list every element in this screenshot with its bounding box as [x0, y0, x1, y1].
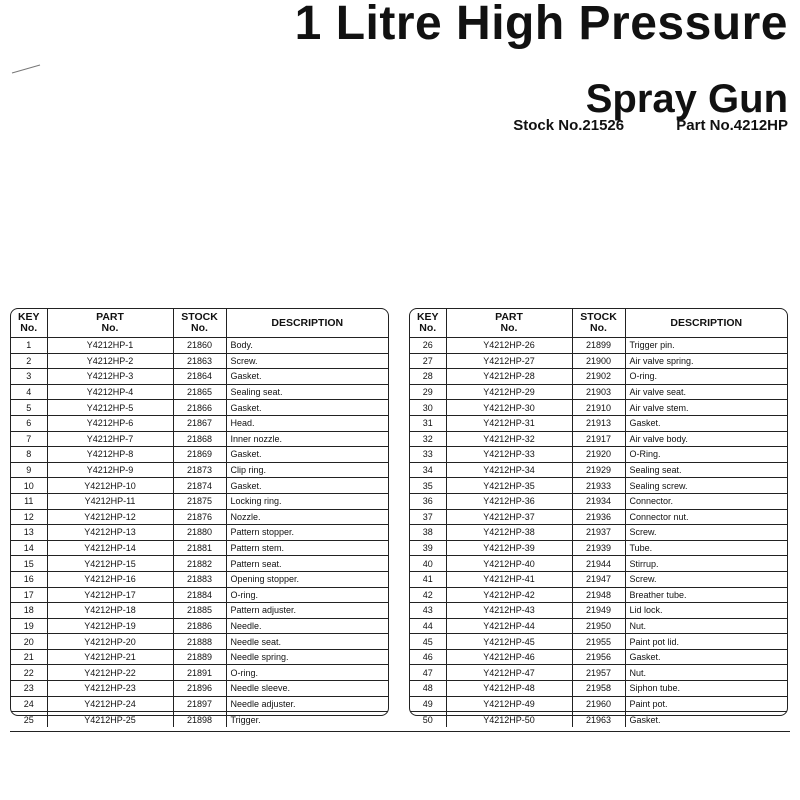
- description-column-header: DESCRIPTION: [625, 309, 787, 338]
- part-number-cell: Y4212HP-16: [47, 571, 173, 587]
- key-cell: 8: [11, 447, 47, 463]
- description-cell: Gasket.: [226, 478, 388, 494]
- stock-number-cell: 21957: [572, 665, 625, 681]
- key-cell: 7: [11, 431, 47, 447]
- key-cell: 32: [410, 431, 446, 447]
- stock-number-cell: 21889: [173, 649, 226, 665]
- key-cell: 43: [410, 603, 446, 619]
- table-row: [410, 462, 787, 478]
- key-cell: 12: [11, 509, 47, 525]
- table-row: [11, 571, 388, 587]
- stock-number-cell: 21947: [572, 571, 625, 587]
- table-row: [410, 649, 787, 665]
- table-row: [11, 556, 388, 572]
- stock-number-cell: 21875: [173, 493, 226, 509]
- stock-number-cell: 21937: [572, 525, 625, 541]
- table-row: [11, 509, 388, 525]
- key-cell: 27: [410, 353, 446, 369]
- table-row: [410, 634, 787, 650]
- description-cell: Inner nozzle.: [226, 431, 388, 447]
- part-number-cell: Y4212HP-5: [47, 400, 173, 416]
- stock-column-header: STOCK No.: [173, 309, 226, 338]
- stock-number-cell: 21933: [572, 478, 625, 494]
- key-cell: 40: [410, 556, 446, 572]
- stock-number-cell: 21898: [173, 712, 226, 727]
- part-number-cell: Y4212HP-19: [47, 618, 173, 634]
- table-row: [410, 338, 787, 354]
- part-number-cell: Y4212HP-11: [47, 493, 173, 509]
- description-cell: Gasket.: [226, 447, 388, 463]
- key-cell: 31: [410, 415, 446, 431]
- part-number-cell: Y4212HP-47: [446, 665, 572, 681]
- stock-number-cell: 21949: [572, 603, 625, 619]
- part-number-cell: Y4212HP-32: [446, 431, 572, 447]
- table-row: [11, 338, 388, 354]
- table-row: [11, 712, 388, 727]
- table-header-row: [11, 309, 388, 338]
- description-column-header: DESCRIPTION: [226, 309, 388, 338]
- key-column-header: KEY No.: [11, 309, 47, 338]
- description-cell: Trigger.: [226, 712, 388, 727]
- stock-number-cell: 21902: [572, 369, 625, 385]
- stock-number-cell: 21880: [173, 525, 226, 541]
- part-number-cell: Y4212HP-12: [47, 509, 173, 525]
- key-cell: 37: [410, 509, 446, 525]
- description-cell: Body.: [226, 338, 388, 354]
- stock-number-cell: 21866: [173, 400, 226, 416]
- key-cell: 4: [11, 384, 47, 400]
- stock-number-cell: 21897: [173, 696, 226, 712]
- description-cell: Needle sleeve.: [226, 681, 388, 697]
- description-cell: Air valve seat.: [625, 384, 787, 400]
- stock-number-cell: 21929: [572, 462, 625, 478]
- key-cell: 26: [410, 338, 446, 354]
- part-number-cell: Y4212HP-28: [446, 369, 572, 385]
- key-cell: 24: [11, 696, 47, 712]
- stock-number-cell: 21860: [173, 338, 226, 354]
- key-cell: 46: [410, 649, 446, 665]
- key-cell: 39: [410, 540, 446, 556]
- key-cell: 18: [11, 603, 47, 619]
- description-cell: Gasket.: [625, 712, 787, 727]
- stock-number-cell: 21963: [572, 712, 625, 727]
- key-cell: 14: [11, 540, 47, 556]
- key-cell: 11: [11, 493, 47, 509]
- description-cell: Screw.: [226, 353, 388, 369]
- table-row: [410, 665, 787, 681]
- table-row: [11, 431, 388, 447]
- table-row: [11, 603, 388, 619]
- table-row: [11, 681, 388, 697]
- part-number-cell: Y4212HP-6: [47, 415, 173, 431]
- stock-number-cell: 21956: [572, 649, 625, 665]
- description-cell: Head.: [226, 415, 388, 431]
- description-cell: Connector.: [625, 493, 787, 509]
- part-number-cell: Y4212HP-21: [47, 649, 173, 665]
- table-row: [410, 603, 787, 619]
- table-row: [11, 369, 388, 385]
- stock-number-cell: 21948: [572, 587, 625, 603]
- part-number-cell: Y4212HP-29: [446, 384, 572, 400]
- part-number-cell: Y4212HP-26: [446, 338, 572, 354]
- table-row: [410, 618, 787, 634]
- key-cell: 1: [11, 338, 47, 354]
- description-cell: Air valve stem.: [625, 400, 787, 416]
- key-cell: 33: [410, 447, 446, 463]
- key-cell: 34: [410, 462, 446, 478]
- key-cell: 19: [11, 618, 47, 634]
- part-number-cell: Y4212HP-9: [47, 462, 173, 478]
- table-row: [410, 353, 787, 369]
- stock-number-cell: 21867: [173, 415, 226, 431]
- key-cell: 50: [410, 712, 446, 727]
- part-number-cell: Y4212HP-44: [446, 618, 572, 634]
- description-cell: Clip ring.: [226, 462, 388, 478]
- part-number-cell: Y4212HP-45: [446, 634, 572, 650]
- table-row: [410, 509, 787, 525]
- table-row: [410, 431, 787, 447]
- stray-pen-mark: [10, 62, 42, 76]
- description-cell: O-Ring.: [625, 447, 787, 463]
- key-cell: 5: [11, 400, 47, 416]
- part-number-cell: Y4212HP-38: [446, 525, 572, 541]
- stock-number-cell: 21865: [173, 384, 226, 400]
- table-row: [11, 353, 388, 369]
- table-row: [11, 525, 388, 541]
- description-cell: Trigger pin.: [625, 338, 787, 354]
- description-cell: Screw.: [625, 571, 787, 587]
- stock-column-header: STOCK No.: [572, 309, 625, 338]
- description-cell: Opening stopper.: [226, 571, 388, 587]
- footer-divider: [10, 731, 790, 732]
- stock-number-cell: 21910: [572, 400, 625, 416]
- key-cell: 48: [410, 681, 446, 697]
- parts-table-right: [409, 308, 788, 725]
- part-number-cell: Y4212HP-23: [47, 681, 173, 697]
- stock-number-cell: 21917: [572, 431, 625, 447]
- key-cell: 10: [11, 478, 47, 494]
- part-number-cell: Y4212HP-7: [47, 431, 173, 447]
- table-row: [410, 712, 787, 727]
- stock-number-cell: 21888: [173, 634, 226, 650]
- table-row: [410, 400, 787, 416]
- table-row: [11, 634, 388, 650]
- stock-number-cell: 21899: [572, 338, 625, 354]
- description-cell: Tube.: [625, 540, 787, 556]
- part-number-cell: Y4212HP-3: [47, 369, 173, 385]
- description-cell: Sealing seat.: [625, 462, 787, 478]
- part-number-cell: Y4212HP-13: [47, 525, 173, 541]
- stock-number-cell: 21950: [572, 618, 625, 634]
- table-row: [11, 587, 388, 603]
- description-cell: Gasket.: [226, 400, 388, 416]
- description-cell: Sealing seat.: [226, 384, 388, 400]
- part-number-cell: Y4212HP-42: [446, 587, 572, 603]
- key-cell: 36: [410, 493, 446, 509]
- table-row: [11, 696, 388, 712]
- table-row: [410, 681, 787, 697]
- description-cell: Pattern adjuster.: [226, 603, 388, 619]
- part-number-cell: Y4212HP-10: [47, 478, 173, 494]
- key-cell: 6: [11, 415, 47, 431]
- part-number-cell: Y4212HP-33: [446, 447, 572, 463]
- key-cell: 13: [11, 525, 47, 541]
- key-cell: 17: [11, 587, 47, 603]
- stock-number-cell: 21868: [173, 431, 226, 447]
- stock-number-cell: 21913: [572, 415, 625, 431]
- part-number-cell: Y4212HP-24: [47, 696, 173, 712]
- stock-number-cell: 21944: [572, 556, 625, 572]
- part-number-cell: Y4212HP-17: [47, 587, 173, 603]
- key-cell: 21: [11, 649, 47, 665]
- description-cell: Screw.: [625, 525, 787, 541]
- key-cell: 42: [410, 587, 446, 603]
- table-row: [410, 525, 787, 541]
- table-row: [11, 665, 388, 681]
- description-cell: O-ring.: [625, 369, 787, 385]
- table-row: [410, 415, 787, 431]
- stock-number-cell: 21920: [572, 447, 625, 463]
- key-cell: 25: [11, 712, 47, 727]
- stock-number: Stock No.21526: [513, 117, 625, 134]
- part-number-cell: Y4212HP-43: [446, 603, 572, 619]
- description-cell: Needle spring.: [226, 649, 388, 665]
- table-row: [11, 384, 388, 400]
- description-cell: Siphon tube.: [625, 681, 787, 697]
- description-cell: Pattern stem.: [226, 540, 388, 556]
- stock-number-cell: 21886: [173, 618, 226, 634]
- part-number-cell: Y4212HP-27: [446, 353, 572, 369]
- part-number-cell: Y4212HP-1: [47, 338, 173, 354]
- description-cell: Paint pot.: [625, 696, 787, 712]
- key-cell: 23: [11, 681, 47, 697]
- description-cell: Needle seat.: [226, 634, 388, 650]
- stock-number-cell: 21903: [572, 384, 625, 400]
- key-cell: 3: [11, 369, 47, 385]
- key-cell: 29: [410, 384, 446, 400]
- stock-number-cell: 21881: [173, 540, 226, 556]
- product-numbers: [513, 117, 788, 134]
- description-cell: Gasket.: [226, 369, 388, 385]
- key-cell: 35: [410, 478, 446, 494]
- key-column-header: KEY No.: [410, 309, 446, 338]
- key-cell: 16: [11, 571, 47, 587]
- stock-number-cell: 21873: [173, 462, 226, 478]
- description-cell: Connector nut.: [625, 509, 787, 525]
- description-cell: O-ring.: [226, 665, 388, 681]
- table-row: [410, 447, 787, 463]
- stock-number-cell: 21882: [173, 556, 226, 572]
- table-row: [11, 618, 388, 634]
- description-cell: Nut.: [625, 618, 787, 634]
- table-row: [11, 400, 388, 416]
- key-cell: 30: [410, 400, 446, 416]
- stock-number-cell: 21958: [572, 681, 625, 697]
- part-number-cell: Y4212HP-48: [446, 681, 572, 697]
- stock-number-cell: 21955: [572, 634, 625, 650]
- part-number-cell: Y4212HP-34: [446, 462, 572, 478]
- title-line-cropped: 1 Litre High Pressure: [294, 0, 788, 50]
- description-cell: Lid lock.: [625, 603, 787, 619]
- table-row: [410, 556, 787, 572]
- table-row: [11, 493, 388, 509]
- description-cell: Needle adjuster.: [226, 696, 388, 712]
- stock-number-cell: 21884: [173, 587, 226, 603]
- description-cell: Nozzle.: [226, 509, 388, 525]
- table-row: [11, 415, 388, 431]
- stock-number-cell: 21891: [173, 665, 226, 681]
- key-cell: 44: [410, 618, 446, 634]
- table-row: [11, 649, 388, 665]
- stock-number-cell: 21876: [173, 509, 226, 525]
- table-row: [410, 493, 787, 509]
- part-column-header: PART No.: [47, 309, 173, 338]
- description-cell: Stirrup.: [625, 556, 787, 572]
- description-cell: Pattern stopper.: [226, 525, 388, 541]
- description-cell: O-ring.: [226, 587, 388, 603]
- part-number-cell: Y4212HP-18: [47, 603, 173, 619]
- key-cell: 28: [410, 369, 446, 385]
- part-number-cell: Y4212HP-49: [446, 696, 572, 712]
- description-cell: Nut.: [625, 665, 787, 681]
- part-number-cell: Y4212HP-35: [446, 478, 572, 494]
- part-number-cell: Y4212HP-20: [47, 634, 173, 650]
- description-cell: Air valve body.: [625, 431, 787, 447]
- key-cell: 49: [410, 696, 446, 712]
- part-number-cell: Y4212HP-2: [47, 353, 173, 369]
- table-row: [11, 540, 388, 556]
- description-cell: Locking ring.: [226, 493, 388, 509]
- parts-table-left: [10, 308, 389, 725]
- part-number-cell: Y4212HP-36: [446, 493, 572, 509]
- description-cell: Sealing screw.: [625, 478, 787, 494]
- key-cell: 9: [11, 462, 47, 478]
- part-number-cell: Y4212HP-50: [446, 712, 572, 727]
- table-row: [410, 369, 787, 385]
- key-cell: 47: [410, 665, 446, 681]
- part-number-cell: Y4212HP-37: [446, 509, 572, 525]
- stock-number-cell: 21936: [572, 509, 625, 525]
- key-cell: 22: [11, 665, 47, 681]
- stock-number-cell: 21864: [173, 369, 226, 385]
- key-cell: 41: [410, 571, 446, 587]
- key-cell: 2: [11, 353, 47, 369]
- stock-number-cell: 21939: [572, 540, 625, 556]
- table-header-row: [410, 309, 787, 338]
- table-row: [410, 587, 787, 603]
- table-row: [410, 384, 787, 400]
- description-cell: Gasket.: [625, 649, 787, 665]
- description-cell: Gasket.: [625, 415, 787, 431]
- stock-number-cell: 21885: [173, 603, 226, 619]
- description-cell: Paint pot lid.: [625, 634, 787, 650]
- table-row: [410, 696, 787, 712]
- stock-number-cell: 21874: [173, 478, 226, 494]
- table-row: [410, 540, 787, 556]
- table-row: [11, 462, 388, 478]
- part-number-cell: Y4212HP-39: [446, 540, 572, 556]
- part-number: Part No.4212HP: [676, 117, 788, 134]
- part-number-cell: Y4212HP-25: [47, 712, 173, 727]
- part-number-cell: Y4212HP-30: [446, 400, 572, 416]
- part-number-cell: Y4212HP-46: [446, 649, 572, 665]
- part-number-cell: Y4212HP-8: [47, 447, 173, 463]
- part-number-cell: Y4212HP-4: [47, 384, 173, 400]
- key-cell: 20: [11, 634, 47, 650]
- stock-number-cell: 21896: [173, 681, 226, 697]
- table-row: [410, 478, 787, 494]
- part-number-cell: Y4212HP-15: [47, 556, 173, 572]
- description-cell: Needle.: [226, 618, 388, 634]
- stock-number-cell: 21863: [173, 353, 226, 369]
- part-column-header: PART No.: [446, 309, 572, 338]
- page-title: Spray Gun: [585, 77, 788, 121]
- table-row: [11, 447, 388, 463]
- stock-number-cell: 21869: [173, 447, 226, 463]
- part-number-cell: Y4212HP-40: [446, 556, 572, 572]
- part-number-cell: Y4212HP-41: [446, 571, 572, 587]
- description-cell: Pattern seat.: [226, 556, 388, 572]
- part-number-cell: Y4212HP-31: [446, 415, 572, 431]
- stock-number-cell: 21934: [572, 493, 625, 509]
- stock-number-cell: 21900: [572, 353, 625, 369]
- key-cell: 15: [11, 556, 47, 572]
- description-cell: Breather tube.: [625, 587, 787, 603]
- table-row: [11, 478, 388, 494]
- key-cell: 45: [410, 634, 446, 650]
- stock-number-cell: 21883: [173, 571, 226, 587]
- part-number-cell: Y4212HP-14: [47, 540, 173, 556]
- table-row: [410, 571, 787, 587]
- part-number-cell: Y4212HP-22: [47, 665, 173, 681]
- stock-number-cell: 21960: [572, 696, 625, 712]
- description-cell: Air valve spring.: [625, 353, 787, 369]
- key-cell: 38: [410, 525, 446, 541]
